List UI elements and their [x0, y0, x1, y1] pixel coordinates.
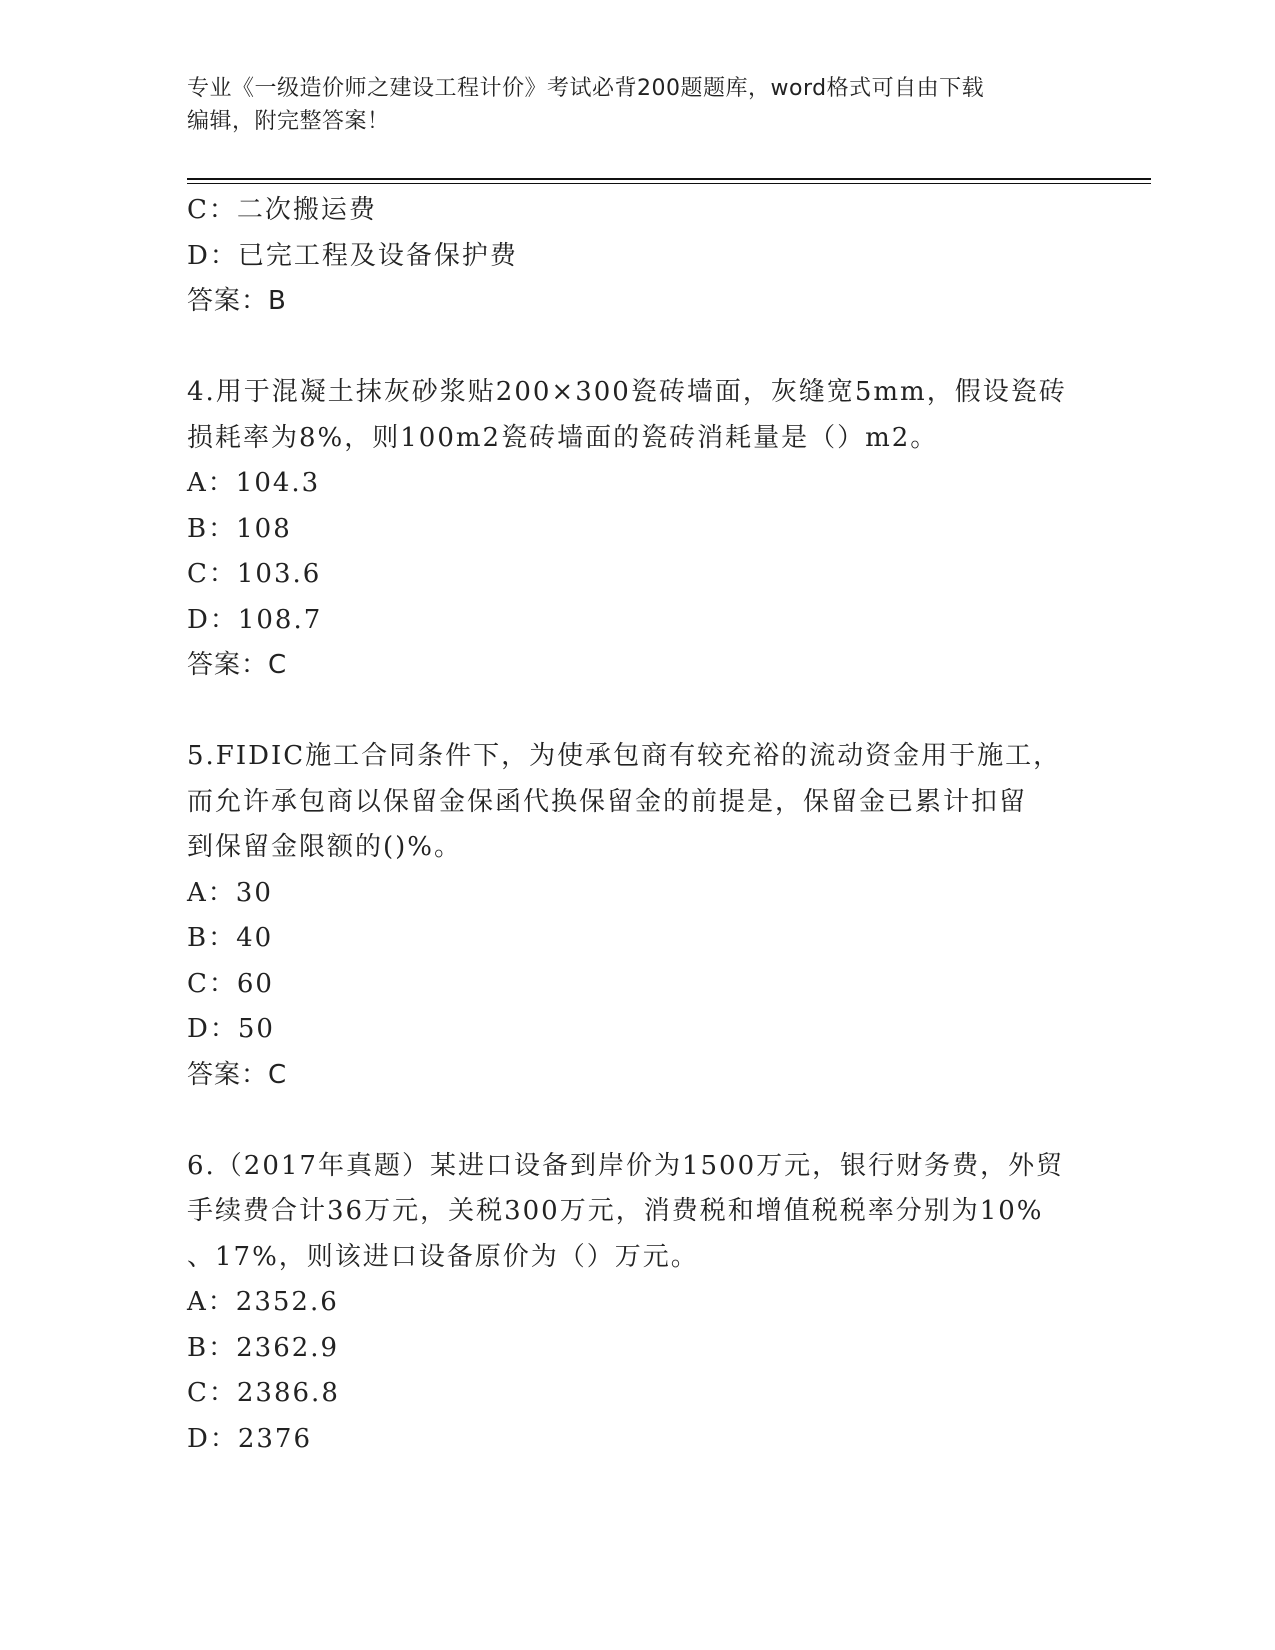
question-4 — [187, 370, 1087, 689]
option-b: B：40 — [187, 923, 274, 953]
option-a: A：2352.6 — [187, 1287, 339, 1317]
question-6 — [187, 1144, 1087, 1463]
header-rule-thin — [187, 183, 1151, 184]
question-3-tail — [187, 188, 1087, 325]
question-text-line: 到保留金限额的()%。 — [187, 832, 462, 862]
page-header — [187, 72, 1067, 138]
option-d: D：已完工程及设备保护费 — [187, 240, 518, 271]
question-text-line: 而允许承包商以保留金保函代换保留金的前提是，保留金已累计扣留 — [187, 786, 1028, 817]
question-text-line: 损耗率为8%，则100m2瓷砖墙面的瓷砖消耗量是（）m2。 — [187, 422, 939, 453]
option-c: C：二次搬运费 — [187, 195, 377, 225]
spacer — [187, 689, 1087, 735]
option-a: A：30 — [187, 877, 273, 908]
answer: 答案：C — [187, 650, 288, 680]
header-line-1: 专业《一级造价师之建设工程计价》考试必背200题题库，word格式可自由下载 — [187, 76, 985, 101]
spacer — [187, 1098, 1087, 1144]
option-a: A：104.3 — [187, 468, 321, 498]
question-text-line: 6.（2017年真题）某进口设备到岸价为1500万元，银行财务费，外贸 — [187, 1150, 1065, 1181]
header-rule-thick — [187, 178, 1151, 180]
option-b: B：108 — [187, 513, 292, 544]
header-line-2: 编辑，附完整答案！ — [187, 109, 390, 134]
option-b: B：2362.9 — [187, 1332, 340, 1363]
option-c: C：2386.8 — [187, 1378, 340, 1408]
question-text-line: 5.FIDIC施工合同条件下，为使承包商有较充裕的流动资金用于施工， — [187, 741, 1062, 771]
answer: 答案：C — [187, 1059, 288, 1090]
question-text-line: 手续费合计36万元，关税300万元，消费税和增值税税率分别为10% — [187, 1196, 1044, 1226]
question-text-line: 、17%，则该进口设备原价为（）万元。 — [187, 1241, 699, 1272]
spacer — [187, 325, 1087, 371]
option-c: C：60 — [187, 968, 274, 999]
answer: 答案：B — [187, 286, 287, 316]
option-c: C：103.6 — [187, 559, 322, 589]
option-d: D：108.7 — [187, 604, 323, 635]
document-body — [187, 188, 1087, 1462]
question-5 — [187, 734, 1087, 1098]
option-d: D：2376 — [187, 1423, 313, 1454]
question-text-line: 4.用于混凝土抹灰砂浆贴200×300瓷砖墙面，灰缝宽5mm，假设瓷砖 — [187, 377, 1067, 407]
option-d: D：50 — [187, 1014, 275, 1044]
